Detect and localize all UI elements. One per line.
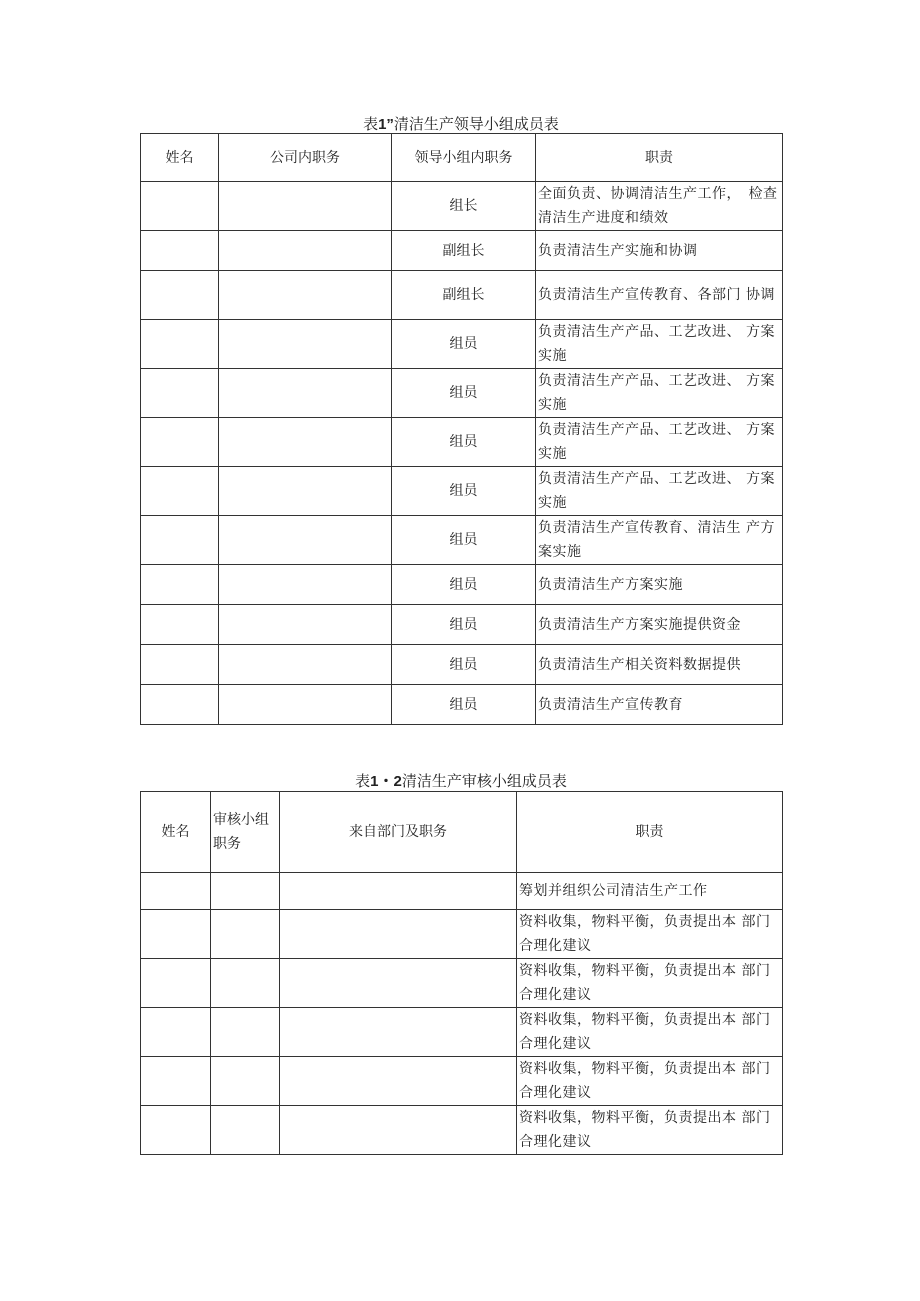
name-cell <box>141 565 219 605</box>
table-row <box>141 1106 783 1155</box>
table-header-row <box>141 134 783 182</box>
company-post-cell <box>219 182 392 231</box>
name-cell <box>141 873 211 910</box>
company-post-cell <box>219 645 392 685</box>
duty-cell: 负责清洁生产实施和协调 <box>536 231 783 271</box>
header-dept-post: 来自部门及职务 <box>280 792 517 873</box>
name-cell <box>141 685 219 725</box>
company-post-cell <box>219 516 392 565</box>
duty-cell: 资料收集，物料平衡，负责提出本 部门合理化建议 <box>517 1106 783 1155</box>
header-group-post: 领导小组内职务 <box>392 134 536 182</box>
name-cell <box>141 959 211 1008</box>
table2-caption-number: 1・2 <box>370 773 402 790</box>
group-post-cell: 组员 <box>392 467 536 516</box>
header-duty: 职责 <box>536 134 783 182</box>
header-duty: 职责 <box>517 792 783 873</box>
name-cell <box>141 645 219 685</box>
name-cell <box>141 516 219 565</box>
duty-cell: 资料收集，物料平衡，负责提出本 部门合理化建议 <box>517 959 783 1008</box>
table1-caption-prefix: 表 <box>363 115 379 133</box>
table-row <box>141 231 783 271</box>
duty-cell: 负责清洁生产产品、工艺改进、 方案实施 <box>536 369 783 418</box>
table1-caption-number: 1” <box>378 116 394 133</box>
name-cell <box>141 418 219 467</box>
table-row <box>141 418 783 467</box>
group-post-cell: 组员 <box>392 645 536 685</box>
group-post-cell: 副组长 <box>392 231 536 271</box>
table-row <box>141 645 783 685</box>
audit-post-cell <box>211 1057 280 1106</box>
name-cell <box>141 369 219 418</box>
table2-caption-prefix: 表 <box>355 772 371 790</box>
audit-post-cell <box>211 1106 280 1155</box>
name-cell <box>141 231 219 271</box>
table2-caption-text: 清洁生产审核小组成员表 <box>401 772 567 790</box>
group-post-cell: 副组长 <box>392 271 536 320</box>
dept-post-cell <box>280 873 517 910</box>
duty-cell: 负责清洁生产产品、工艺改进、 方案实施 <box>536 467 783 516</box>
duty-cell: 负责清洁生产方案实施提供资金 <box>536 605 783 645</box>
duty-cell: 资料收集，物料平衡，负责提出本 部门合理化建议 <box>517 1057 783 1106</box>
company-post-cell <box>219 271 392 320</box>
dept-post-cell <box>280 910 517 959</box>
name-cell <box>141 605 219 645</box>
table-row <box>141 1008 783 1057</box>
company-post-cell <box>219 467 392 516</box>
duty-cell: 负责清洁生产宣传教育、清洁生 产方案实施 <box>536 516 783 565</box>
leadership-group-table <box>140 133 783 725</box>
company-post-cell <box>219 605 392 645</box>
group-post-cell: 组长 <box>392 182 536 231</box>
header-audit-post: 审核小组职务 <box>211 792 280 873</box>
table-row <box>141 516 783 565</box>
dept-post-cell <box>280 959 517 1008</box>
duty-cell: 负责清洁生产宣传教育、各部门 协调 <box>536 271 783 320</box>
audit-post-cell <box>211 910 280 959</box>
company-post-cell <box>219 231 392 271</box>
table-row <box>141 467 783 516</box>
table-row <box>141 910 783 959</box>
table1-caption-text: 清洁生产领导小组成员表 <box>393 115 559 133</box>
table-row <box>141 271 783 320</box>
name-cell <box>141 1106 211 1155</box>
company-post-cell <box>219 369 392 418</box>
name-cell <box>141 1008 211 1057</box>
group-post-cell: 组员 <box>392 320 536 369</box>
duty-cell: 资料收集，物料平衡，负责提出本 部门合理化建议 <box>517 910 783 959</box>
audit-post-cell <box>211 873 280 910</box>
duty-cell: 负责清洁生产产品、工艺改进、 方案实施 <box>536 418 783 467</box>
header-name: 姓名 <box>141 134 219 182</box>
group-post-cell: 组员 <box>392 516 536 565</box>
duty-cell: 负责清洁生产相关资料数据提供 <box>536 645 783 685</box>
duty-cell: 负责清洁生产产品、工艺改进、 方案实施 <box>536 320 783 369</box>
group-post-cell: 组员 <box>392 605 536 645</box>
table-row <box>141 1057 783 1106</box>
name-cell <box>141 320 219 369</box>
name-cell <box>141 467 219 516</box>
dept-post-cell <box>280 1106 517 1155</box>
table-row <box>141 369 783 418</box>
duty-cell: 全面负责、协调清洁生产工作， 检查清洁生产进度和绩效 <box>536 182 783 231</box>
audit-group-table <box>140 791 783 1155</box>
name-cell <box>141 1057 211 1106</box>
name-cell <box>141 271 219 320</box>
duty-cell: 负责清洁生产方案实施 <box>536 565 783 605</box>
group-post-cell: 组员 <box>392 369 536 418</box>
table-row <box>141 685 783 725</box>
company-post-cell <box>219 565 392 605</box>
audit-post-cell <box>211 959 280 1008</box>
dept-post-cell <box>280 1008 517 1057</box>
dept-post-cell <box>280 1057 517 1106</box>
table-row <box>141 320 783 369</box>
duty-cell: 筹划并组织公司清洁生产工作 <box>517 873 783 910</box>
name-cell <box>141 910 211 959</box>
group-post-cell: 组员 <box>392 418 536 467</box>
company-post-cell <box>219 320 392 369</box>
table-row <box>141 605 783 645</box>
audit-post-cell <box>211 1008 280 1057</box>
table-row <box>141 182 783 231</box>
name-cell <box>141 182 219 231</box>
table-header-row <box>141 792 783 873</box>
duty-cell: 负责清洁生产宣传教育 <box>536 685 783 725</box>
table2-caption <box>140 771 782 792</box>
table1-caption <box>140 114 782 135</box>
group-post-cell: 组员 <box>392 685 536 725</box>
company-post-cell <box>219 685 392 725</box>
group-post-cell: 组员 <box>392 565 536 605</box>
company-post-cell <box>219 418 392 467</box>
header-company-post: 公司内职务 <box>219 134 392 182</box>
table-row <box>141 873 783 910</box>
table-row <box>141 959 783 1008</box>
duty-cell: 资料收集，物料平衡，负责提出本 部门合理化建议 <box>517 1008 783 1057</box>
table-row <box>141 565 783 605</box>
header-name: 姓名 <box>141 792 211 873</box>
